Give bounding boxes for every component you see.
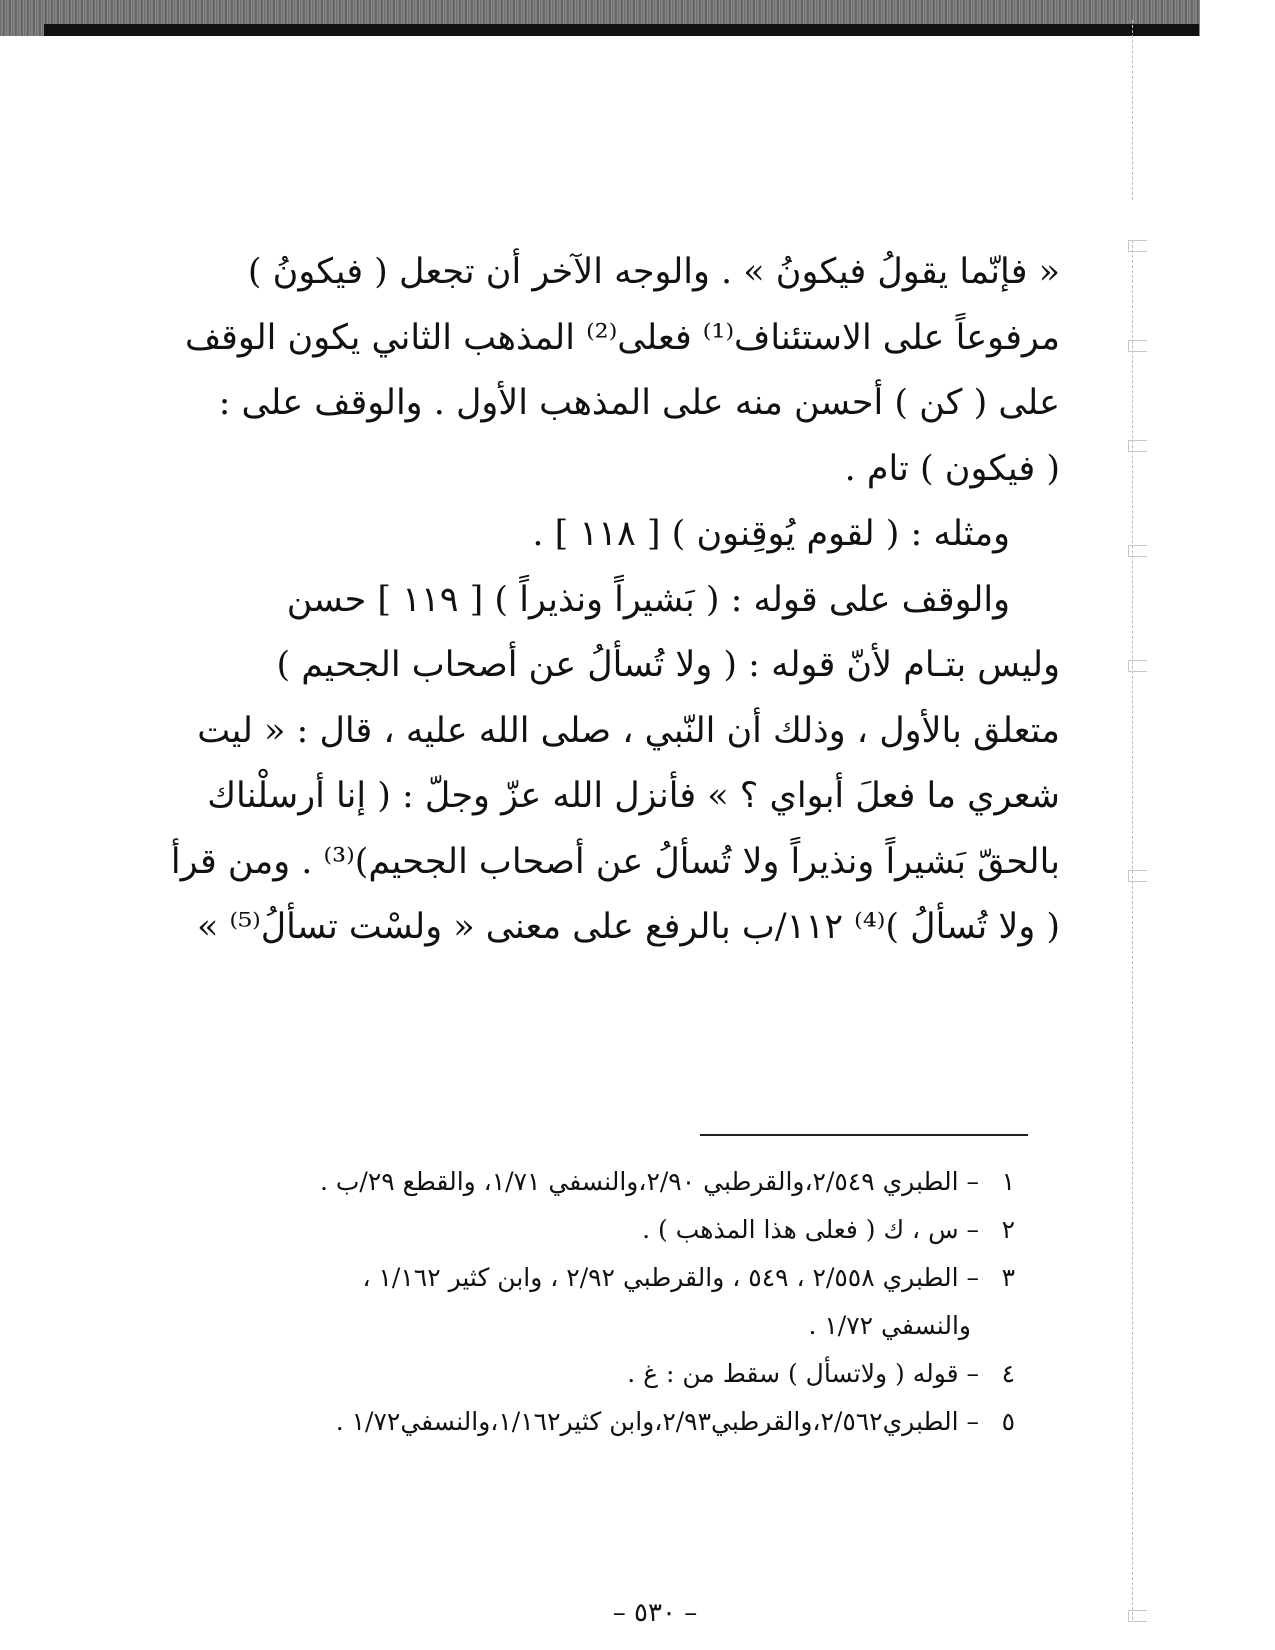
scan-margin-mark xyxy=(1128,870,1147,882)
footnote-number: ٤ xyxy=(1001,1359,1015,1388)
footnote xyxy=(300,1206,1015,1254)
footnote-continuation: والنسفي ١/٧٢ . xyxy=(808,1311,971,1340)
footnote-number: ٥ xyxy=(1001,1407,1015,1436)
scan-margin-mark xyxy=(1128,240,1147,252)
scan-margin-mark xyxy=(1128,1610,1147,1622)
footnote-text: – قوله ( ولاتسأل ) سقط من : غ . xyxy=(627,1359,980,1388)
text-line: متعلق بالأول ، وذلك أن النّبي ، صلى الله عليه ، قال : « ليت xyxy=(197,710,1060,751)
footnote-text: – س ، ك ( فعلى هذا المذهب ) . xyxy=(642,1215,980,1244)
text-line: شعري ما فعلَ أبواي ؟ » فأنزل الله عزّ وجلّ : ( إنا أرسلْناك xyxy=(207,776,1060,816)
scan-margin-mark xyxy=(1128,545,1147,557)
text-line: ومثله : ( لقوم يُوقِنون ) [ ١١٨ ] . xyxy=(532,514,1010,554)
text-line: وليس بتـام لأنّ قوله : ( ولا تُسألُ عن أصحاب الجحيم ) xyxy=(276,645,1060,685)
scan-margin-mark xyxy=(1128,440,1147,452)
text-line: « فإنّما يقولُ فيكونُ » . والوجه الآخر أن تجعل ( فيكونُ ) xyxy=(247,252,1060,292)
text-line: بالحقّ بَشيراً ونذيراً ولا تُسألُ عن أصحاب الجحيم)⁽³⁾ . ومن قرأ xyxy=(170,841,1060,882)
footnote-divider xyxy=(700,1134,1028,1136)
footnote xyxy=(300,1398,1015,1446)
footnote-text: – الطبري ٢/٥٤٩،والقرطبي ٢/٩٠،والنسفي ١/٧١، والقطع ٢٩/ب . xyxy=(319,1167,980,1196)
footnotes xyxy=(300,1158,1015,1446)
scan-edge-top-dark xyxy=(44,24,1199,36)
text-line: والوقف على قوله : ( بَشيراً ونذيراً ) [ ١١٩ ] حسن xyxy=(286,579,1010,620)
footnote-text: – الطبري٢/٥٦٢،والقرطبي٢/٩٣،وابن كثير١/١٦٢،والنسفي١/٧٢ . xyxy=(335,1407,980,1436)
footnote xyxy=(300,1350,1015,1398)
main-text xyxy=(170,240,1060,961)
footnote xyxy=(300,1254,1015,1302)
scan-margin-mark xyxy=(1128,660,1147,672)
scan-margin-mark xyxy=(1128,340,1147,352)
footnote-text: – الطبري ٢/٥٥٨ ، ٥٤٩ ، والقرطبي ٢/٩٢ ، وابن كثير ١/١٦٢ ، xyxy=(362,1263,980,1292)
page-number: – ٥٣٠ – xyxy=(612,1598,698,1628)
footnote-number: ٢ xyxy=(1001,1215,1015,1244)
footnote-number: ١ xyxy=(1001,1167,1015,1196)
text-line: ( ولا تُسألُ )⁽⁴⁾ ١١٢/ب بالرفع على معنى « ولسْت تسألُ⁽⁵⁾ » xyxy=(196,907,1060,947)
text-line: ( فيكون ) تام . xyxy=(844,448,1060,489)
footnote xyxy=(300,1158,1015,1206)
text-line: مرفوعاً على الاستئناف⁽¹⁾ فعلى⁽²⁾ المذهب الثاني يكون الوقف xyxy=(184,317,1060,358)
text-line: على ( كن ) أحسن منه على المذهب الأول . والوقف على : xyxy=(218,383,1060,423)
scan-margin-line xyxy=(1132,20,1133,200)
footnote-number: ٣ xyxy=(1001,1263,1015,1292)
